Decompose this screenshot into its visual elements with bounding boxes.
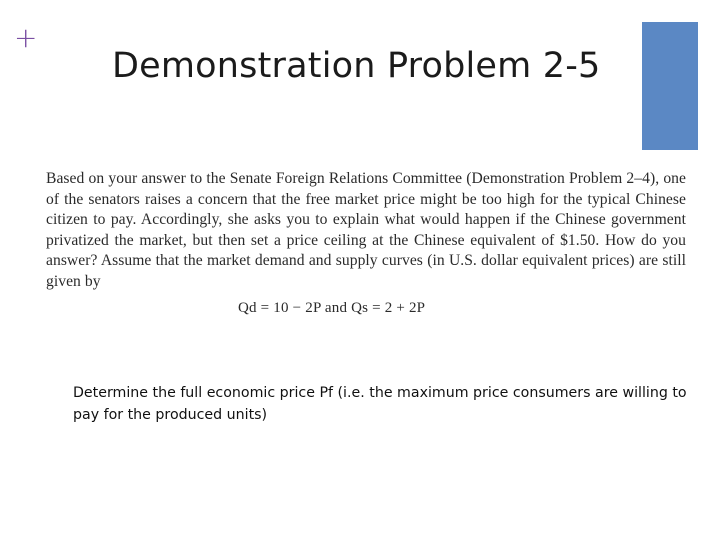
- problem-statement-image: [46, 169, 686, 318]
- accent-bar: [642, 22, 698, 150]
- demand-supply-equation: Qd = 10 − 2P and Qs = 2 + 2P: [238, 300, 426, 316]
- problem-statement: Based on your answer to the Senate Foreign Relations Committee (Demonstration Problem 2–4), one of the senators raises a concern that the free market price might be too high for the typical Chinese citizen to pay. Accordingly, she asks you to explain what would happen if the Chinese government privatized the market, but then set a price ceiling at the Chinese equivalent of $1.50. How do you answer? Assume that the market demand and supply curves (in U.S. dollar equivalent prices) are still given by: [46, 170, 686, 290]
- slide-title: Demonstration Problem 2-5: [112, 46, 601, 86]
- question-text: Determine the full economic price Pf (i.e. the maximum price consumers are willing to pay for the produced units): [73, 385, 687, 423]
- plus-icon: +: [14, 21, 38, 54]
